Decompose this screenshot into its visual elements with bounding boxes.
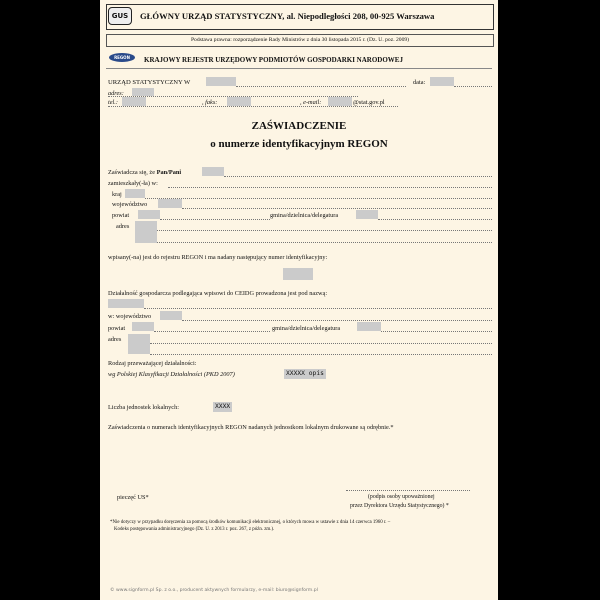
- voivodeship-field[interactable]: [158, 199, 182, 208]
- person-address-label: adres: [116, 223, 130, 230]
- signature-line: [346, 490, 470, 491]
- document-title: ZAŚWIADCZENIE: [251, 120, 347, 132]
- signature-label-2: przez Dyrektora Urzędu Statystycznego) *: [350, 503, 449, 509]
- document-subtitle: o numerze identyfikacyjnym REGON: [210, 138, 388, 150]
- local-units-label: Liczba jednostek lokalnych:: [108, 404, 179, 411]
- certificate-page: [100, 0, 498, 600]
- business-district-line: [154, 331, 270, 332]
- business-voivodeship-line: [182, 320, 492, 321]
- signature-label-1: (podpis osoby upoważnionej: [368, 494, 435, 500]
- country-label: kraj: [112, 191, 122, 198]
- commune-label: gmina/dzielnica/delegatura: [270, 212, 339, 219]
- email-domain: @stat.gov.pl: [353, 99, 385, 106]
- email-label: , e-mail:: [300, 99, 322, 106]
- address-line-2: [157, 242, 492, 243]
- contact-line: [108, 106, 398, 107]
- local-units-note: Zaświadczenia o numerach identyfikacyjnych REGON nadanych jednostkom lokalnym drukowane są odrębnie.*: [108, 424, 394, 431]
- business-name-line: [144, 308, 492, 309]
- footnote-line-2: Kodeks postępowania administracyjnego (Dz. U. z 2013 r. poz. 267, z późn. zm.).: [114, 527, 275, 532]
- date-field[interactable]: [430, 77, 454, 86]
- registration-text: wpisany(-na) jest do rejestru REGON i ma nadany następujący numer identyfikacyjny:: [108, 254, 328, 261]
- business-commune-label: gmina/dzielnica/delegatura: [272, 325, 341, 332]
- district-label: powiat: [112, 212, 130, 219]
- divider: [106, 68, 492, 69]
- voivodeship-line: [182, 208, 492, 209]
- country-field[interactable]: [125, 189, 145, 198]
- business-commune-line: [381, 331, 492, 332]
- ceidg-text: Działalność gospodarcza podlegająca wpisowi do CEIDG prowadzona jest pod nazwą:: [108, 290, 328, 297]
- business-district-field[interactable]: [132, 322, 154, 331]
- phone-label: tel.:: [108, 99, 118, 106]
- date-line: [454, 86, 492, 87]
- resident-label: zamieszkały(-ła) w:: [108, 180, 158, 187]
- fax-label: , faks:: [202, 99, 218, 106]
- business-voivodeship-field[interactable]: [160, 311, 182, 320]
- office-address-label: adres:: [108, 90, 124, 97]
- header-title: GŁÓWNY URZĄD STATYSTYCZNY, al. Niepodległości 208, 00-925 Warszawa: [140, 11, 435, 21]
- business-district-label: powiat: [108, 325, 126, 332]
- gus-logo: GUS: [108, 7, 132, 25]
- stamp-label: pieczęć US*: [117, 494, 149, 501]
- office-city-field[interactable]: [206, 77, 236, 86]
- district-field[interactable]: [138, 210, 160, 219]
- activity-label: Rodzaj przeważającej działalności:: [108, 360, 197, 367]
- person-address-field[interactable]: [135, 221, 157, 243]
- footer-text: © www.signform.pl Sp. z o.o., producent aktywnych formularzy, e-mail: biuro@signform.pl: [110, 588, 318, 593]
- district-line: [160, 219, 270, 220]
- office-address-field[interactable]: [132, 88, 154, 96]
- commune-line: [378, 219, 492, 220]
- phone-field[interactable]: [122, 97, 146, 106]
- name-line: [224, 176, 492, 177]
- voivodeship-label: województwo: [112, 201, 148, 208]
- regon-logo: REGON: [109, 53, 135, 62]
- business-address-label: adres: [108, 336, 122, 343]
- business-name-field[interactable]: [108, 299, 144, 308]
- resident-line: [168, 187, 492, 188]
- pkd-label: wg Polskiej Klasyfikacji Działalności (PKD 2007): [108, 371, 235, 378]
- business-address-field[interactable]: [128, 334, 150, 354]
- fax-field[interactable]: [227, 97, 251, 106]
- local-units-field[interactable]: XXXX: [215, 403, 231, 410]
- commune-field[interactable]: [356, 210, 378, 219]
- email-field[interactable]: [328, 97, 352, 106]
- office-line: [236, 86, 406, 87]
- certify-text: Zaświadcza się, że Pan/Pani: [108, 169, 182, 176]
- pkd-code-field[interactable]: XXXXX opis: [286, 370, 324, 377]
- legal-basis: Podstawa prawna: rozporządzenie Rady Ministrów z dnia 30 listopada 2015 r. (Dz. U. poz. 2009): [106, 34, 494, 47]
- date-label: data:: [413, 79, 426, 86]
- business-address-line-2: [150, 354, 492, 355]
- registry-title: KRAJOWY REJESTR URZĘDOWY PODMIOTÓW GOSPODARKI NARODOWEJ: [144, 56, 403, 64]
- person-name-field[interactable]: [202, 167, 224, 176]
- office-label: URZĄD STATYSTYCZNY W: [108, 79, 191, 86]
- business-address-line-1: [150, 343, 492, 344]
- business-voivodeship-label: w: województwo: [108, 313, 152, 320]
- country-line: [145, 198, 492, 199]
- footnote-line-1: *Nie dotyczy w przypadku doręczenia za pomocą środków komunikacji elektronicznej, o których mowa w ustawie z dnia 14 czerwca 1960 r. –: [110, 520, 391, 525]
- regon-number-field[interactable]: [283, 268, 313, 280]
- business-commune-field[interactable]: [357, 322, 381, 331]
- address-line-1: [157, 230, 492, 231]
